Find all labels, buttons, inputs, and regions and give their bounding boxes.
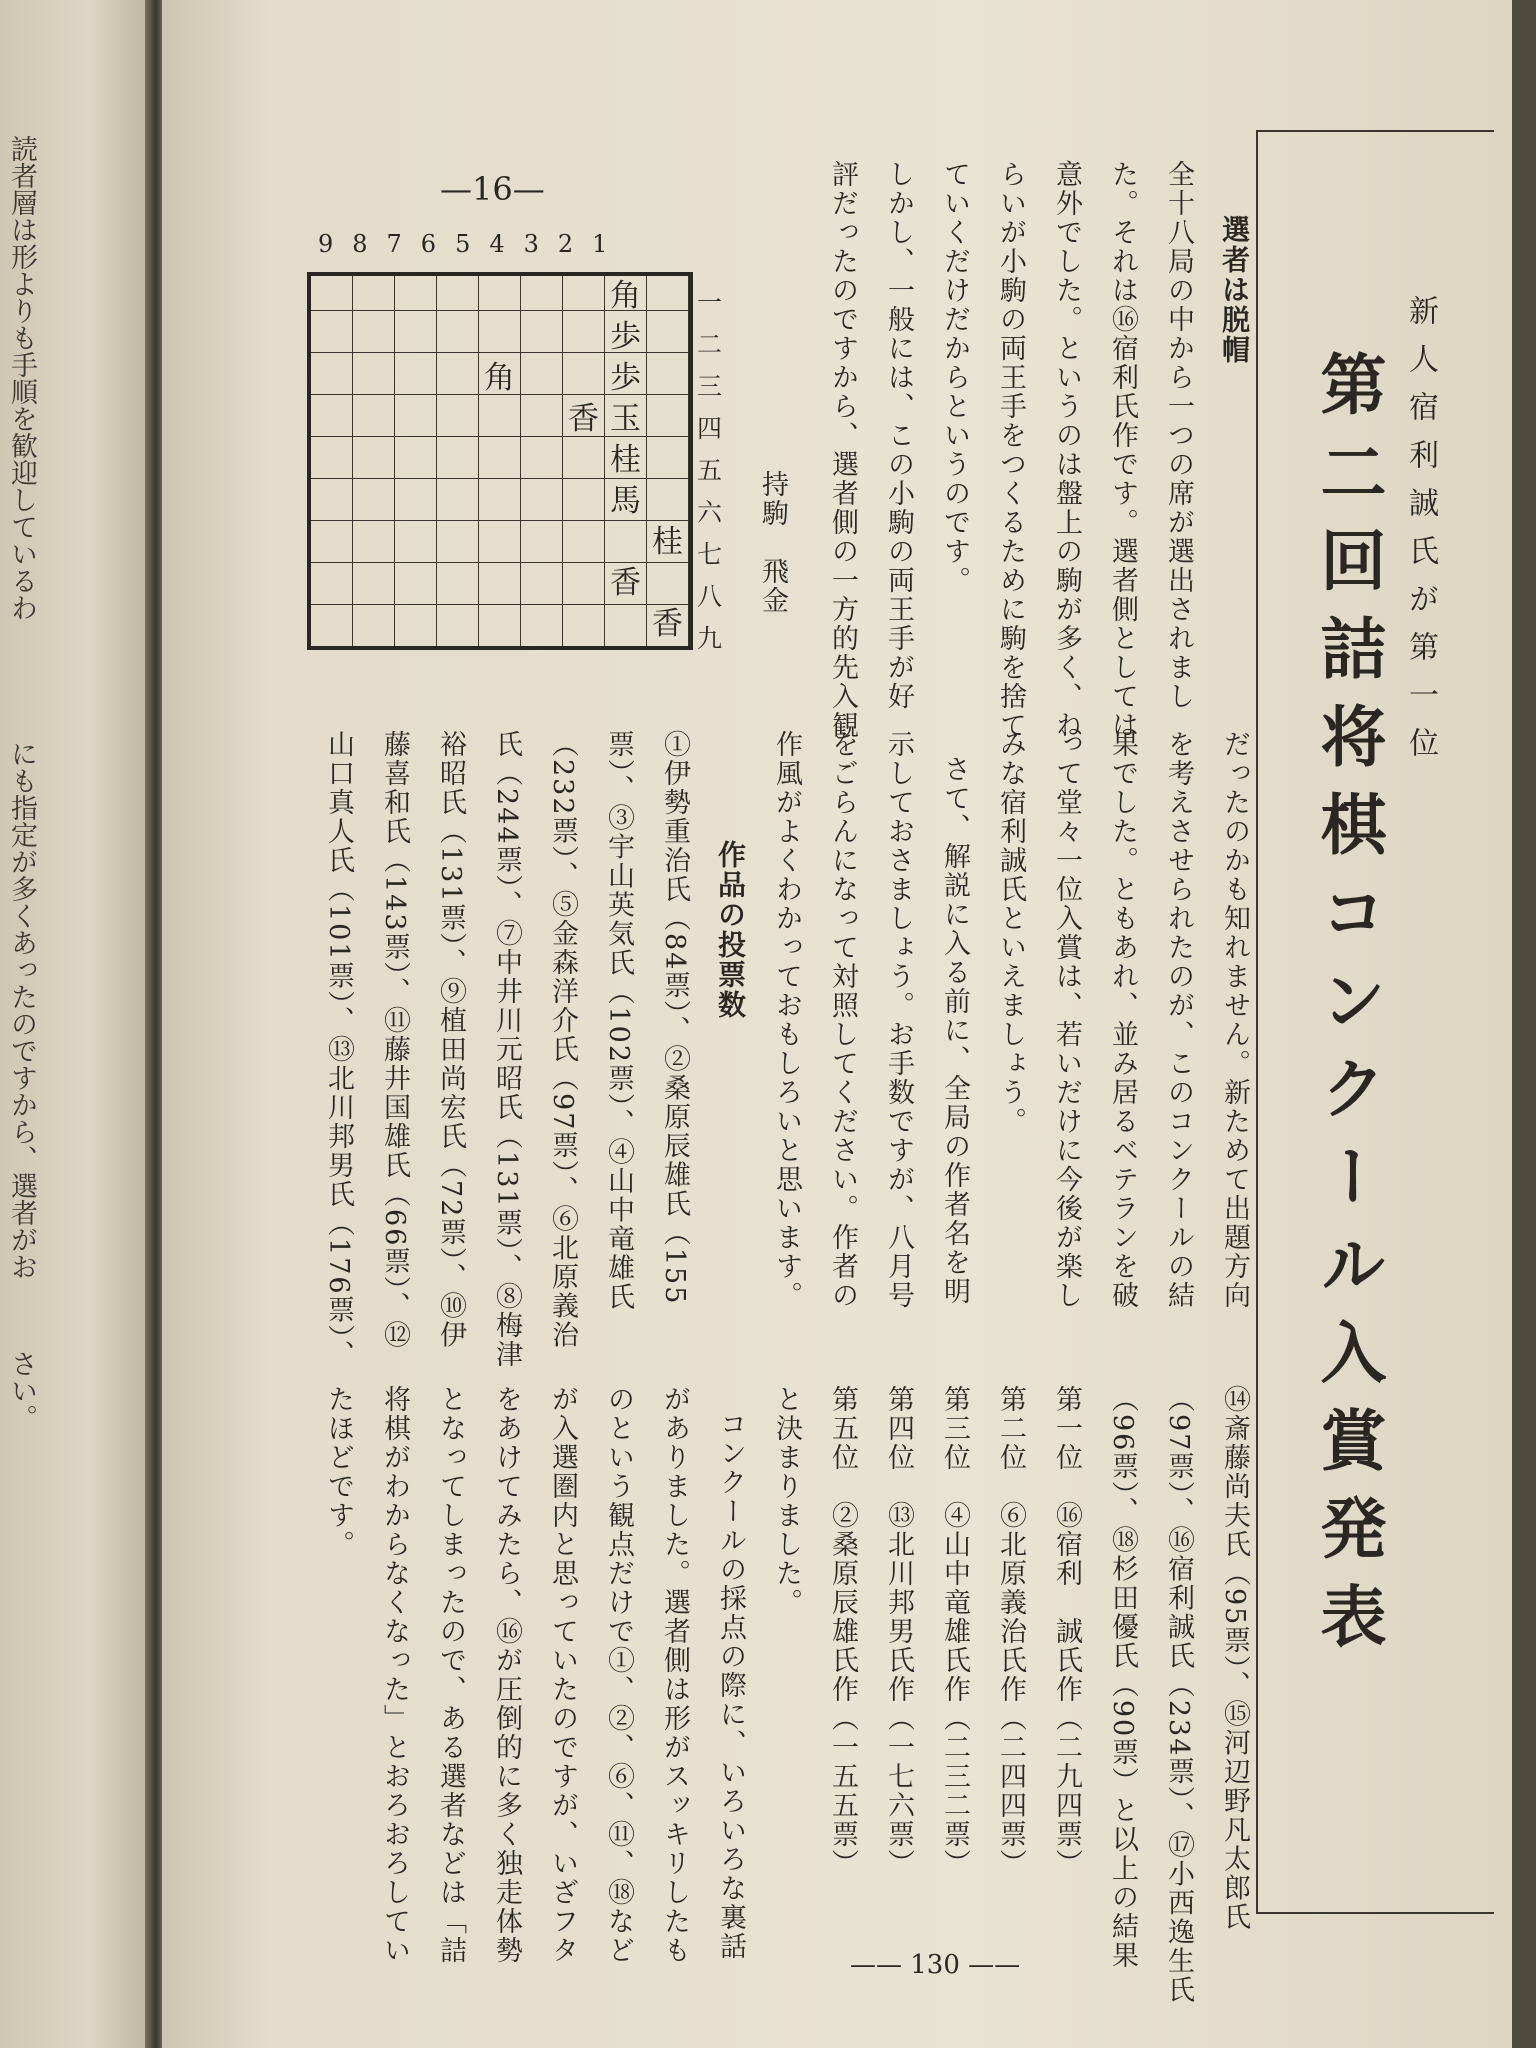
board-rank-label: 七 [697, 540, 723, 569]
lower-line: のという観点だけで①、②、⑥、⑪、⑱など [603, 1385, 634, 1965]
mid-line: だったのかも知れません。新ためて出題方向 [1219, 730, 1250, 1310]
upper-line: 意外でした。というのは盤上の駒が多く、ね [1051, 160, 1082, 740]
shogi-piece: 歩 [610, 360, 641, 396]
board-rank-labels [697, 282, 722, 660]
lower-line: 将棋がわからなくなった」とおろおろしてい [379, 1385, 410, 1965]
upper-line: た。それは⑯宿利氏作です。選者側としては [1107, 160, 1138, 740]
board-rank-label: 一 [697, 288, 723, 317]
shogi-piece: 香 [610, 565, 641, 601]
board-rank-label: 五 [697, 456, 723, 485]
lower-line: （97票）、⑯宿利誠氏（234票）、⑰小西逸生氏 [1163, 1385, 1194, 2005]
lower-line: コンクールの採点の際に、いろいろな裏話 [715, 1410, 746, 1961]
board-rank-label: 九 [697, 624, 723, 653]
upper-line: ていくだけだからというのです。 [939, 160, 970, 595]
shogi-piece: 馬 [610, 483, 641, 519]
ranking-line: 第五位 ②桑原辰雄氏作（一五五票） [827, 1385, 858, 1878]
shogi-piece: 香 [652, 606, 683, 642]
shogi-board [307, 272, 693, 650]
mid-line: をごらんになって対照してください。作者の [827, 730, 858, 1310]
upper-line: 評だったのですから、選者側の一方的先入観 [827, 160, 858, 740]
mid-line: 作風がよくわかっておもしろいと思います。 [771, 730, 802, 1310]
upper-line: らいが小駒の両王手をつくるために駒を捨て [995, 160, 1026, 740]
ranking-line: 第四位 ⑬北川邦男氏作（一七六票） [883, 1385, 914, 1878]
shogi-piece: 桂 [610, 442, 641, 478]
board-rank-label: 四 [697, 414, 723, 443]
lower-line: たほどです。 [323, 1385, 354, 1559]
shogi-piece: 桂 [652, 524, 683, 560]
section-heading-judges: 選者は脱帽 [1218, 215, 1251, 365]
lower-line: と決まりました。 [771, 1385, 802, 1617]
board-file-labels: 987654321 [318, 230, 627, 258]
article-title: 第二回詰将棋コンクール入賞発表 [1309, 350, 1386, 1670]
shogi-piece: 角 [610, 278, 641, 314]
article-subtitle: 新人宿利誠氏が第一位 [1403, 295, 1438, 775]
ranking-line: 第三位 ④山中竜雄氏作（二三二票） [939, 1385, 970, 1878]
ranking-line: 第一位 ⑯宿利 誠氏作（二九四票） [1051, 1385, 1082, 1878]
lower-line: をあけてみたら、⑯が圧倒的に多く独走体勢 [491, 1385, 522, 1965]
board-rank-label: 二 [697, 330, 723, 359]
ranking-line: 第二位 ⑥北原義治氏作（二四四票） [995, 1385, 1026, 1878]
shogi-piece: 玉 [610, 401, 641, 437]
mid-line: みな宿利誠氏といえましょう。 [995, 730, 1026, 1136]
board-rank-label: 三 [697, 372, 723, 401]
mid-line: 果でした。ともあれ、並み居るベテランを破 [1107, 730, 1138, 1310]
upper-line: しかし、一般には、この小駒の両王手が好 [883, 160, 914, 711]
vote-line: 山口真人氏（101票）、⑬北川邦男氏（176票）、 [323, 730, 354, 1370]
vote-line: 票）、③宇山英気氏（102票）、④山中竜雄氏 [603, 730, 634, 1312]
mid-line: さて、解説に入る前に、全局の作者名を明 [939, 755, 970, 1306]
vote-line: 裕昭氏（131票）、⑨植田尚宏氏（72票）、⑩伊 [435, 730, 466, 1350]
vote-line: ①伊勢重治氏（84票）、②桑原辰雄氏（155 [659, 730, 690, 1306]
left-page-column-1: 読者層は形よりも手順を歓迎しているわ [6, 135, 37, 621]
vote-line: 氏（244票）、⑦中井川元昭氏（131票）、⑧梅津 [491, 730, 522, 1370]
mid-line: って堂々一位入賞は、若いだけに今後が楽し [1051, 730, 1082, 1310]
left-page-column-2: にも指定が多くあったのですから、選者がお [6, 740, 37, 1280]
left-page-column-3: さい。 [6, 1350, 37, 1431]
lower-line: となってしまったので、ある選者などは「詰 [435, 1385, 466, 1965]
lower-line: が入選圏内と思っていたのですが、いざフタ [547, 1385, 578, 1965]
page-number: —— 130 —— [850, 1950, 1021, 1980]
mid-line: を考えさせられたのが、このコンクールの結 [1163, 730, 1194, 1310]
section-heading-votes: 作品の投票数 [714, 840, 747, 1020]
pieces-in-hand: 持駒 飛金 [757, 470, 788, 615]
lower-line: （96票）、⑱杉田優氏（90票）と以上の結果 [1107, 1385, 1138, 1971]
board-rank-label: 八 [697, 582, 723, 611]
shogi-piece: 香 [568, 401, 599, 437]
shogi-piece: 角 [484, 360, 515, 396]
lower-line: ⑭斎藤尚夫氏（95票）、⑮河辺野凡太郎氏 [1219, 1385, 1250, 1932]
lower-line: がありました。選者側は形がスッキリしたも [659, 1385, 690, 1965]
problem-number: —16— [440, 170, 545, 208]
shogi-piece: 歩 [610, 319, 641, 355]
mid-line: 示しておさましょう。お手数ですが、八月号 [883, 730, 914, 1310]
vote-line: （232票）、⑤金森洋介氏（97票）、⑥北原義治 [547, 730, 578, 1350]
vote-line: 藤喜和氏（143票）、⑪藤井国雄氏（66票）、⑫ [379, 730, 410, 1350]
board-rank-label: 六 [697, 498, 723, 527]
upper-line: 全十八局の中から一つの席が選出されまし [1163, 160, 1194, 711]
left-page [0, 0, 150, 2048]
